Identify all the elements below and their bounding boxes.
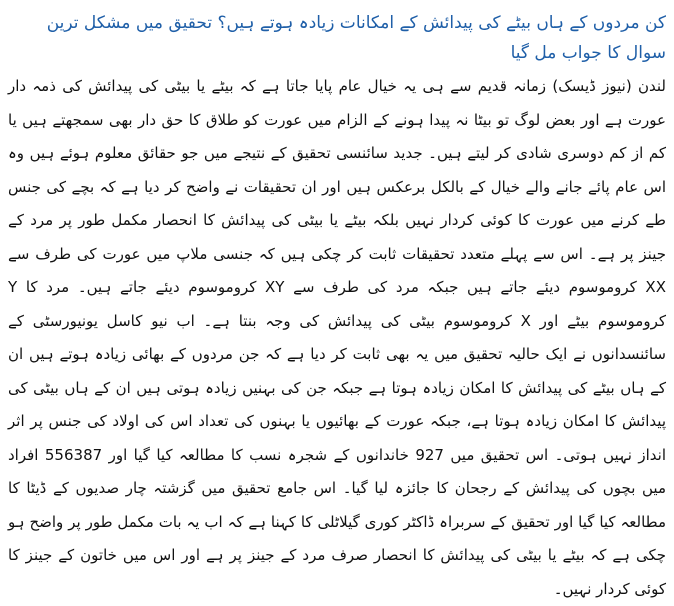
- article-body: لندن (نیوز ڈیسک) زمانہ قدیم سے ہی یہ خیال عام پایا جاتا ہے کہ بیٹے یا بیٹی کی پیدائش کی ذمہ دار عورت ہے اور بعض لوگ تو بیٹا نہ پیدا ہونے کے الزام میں عورت کو طلاق کا حق دار بھی سمجھتے ہیں یا کم از کم دوسری شادی کر لیتے ہیں۔ جدید سائنسی تحقیق کے نتیجے میں جو حقائق معلوم ہوئے ہیں وہ اس عام پائے جانے والے خیال کے بالکل برعکس ہیں اور ان تحقیقات نے واضح کر دیا ہے کہ بچے کی جنس طے کرنے میں عورت کا کوئی کردار نہیں بلکہ بیٹے یا بیٹی کی پیدائش کا انحصار مکمل طور پر مرد کے جینز پر ہے۔ اس سے پہلے متعدد تحقیقات ثابت کر چکی ہیں کہ جنسی ملاپ میں عورت کی طرف سے XX کروموسوم دیئے جاتے ہیں جبکہ مرد کی طرف سے XY کروموسوم دیئے جاتے ہیں۔ مرد کا Y کروموسوم بیٹے اور X کروموسوم بیٹی کی پیدائش کی وجہ بنتا ہے۔ اب نیو کاسل یونیورسٹی کے سائنسدانوں نے ایک حالیہ تحقیق میں یہ بھی ثابت کر دیا ہے کہ جن مردوں کے بھائی زیادہ ہوتے ہیں ان کے ہاں بیٹے کی پیدائش کا امکان زیادہ ہوتا ہے جبکہ جن کی بہنیں زیادہ ہوتی ہیں ان کے ہاں بیٹی کی پیدائش کا امکان زیادہ ہوتا ہے، جبکہ عورت کے بھائیوں یا بہنوں کی تعداد اس کی اولاد کی جنس پر اثر انداز نہیں ہوتی۔ اس تحقیق میں 927 خاندانوں کے شجرہ نسب کا مطالعہ کیا گیا اور 556387 افراد میں بچوں کی پیدائش کے رجحان کا جائزہ لیا گیا۔ اس جامع تحقیق میں گزشتہ چار صدیوں کے ڈیٹا کا مطالعہ کیا گیا اور تحقیق کے سربراہ ڈاکٹر کوری گیلاٹلی کا کہنا ہے کہ اب یہ بات مکمل طور پر واضح ہو چکی ہے کہ بیٹے یا بیٹی کی پیدائش کا انحصار صرف مرد کے جینز پر ہے اور اس میں خاتون کے جینز کا کوئی کردار نہیں۔: [8, 77, 666, 598]
- article-headline: کن مردوں کے ہاں بیٹے کی پیدائش کے امکانات زیادہ ہوتے ہیں؟ تحقیق میں مشکل ترین سوال کا جواب مل گیا: [46, 13, 666, 63]
- news-article: [8, 8, 666, 606]
